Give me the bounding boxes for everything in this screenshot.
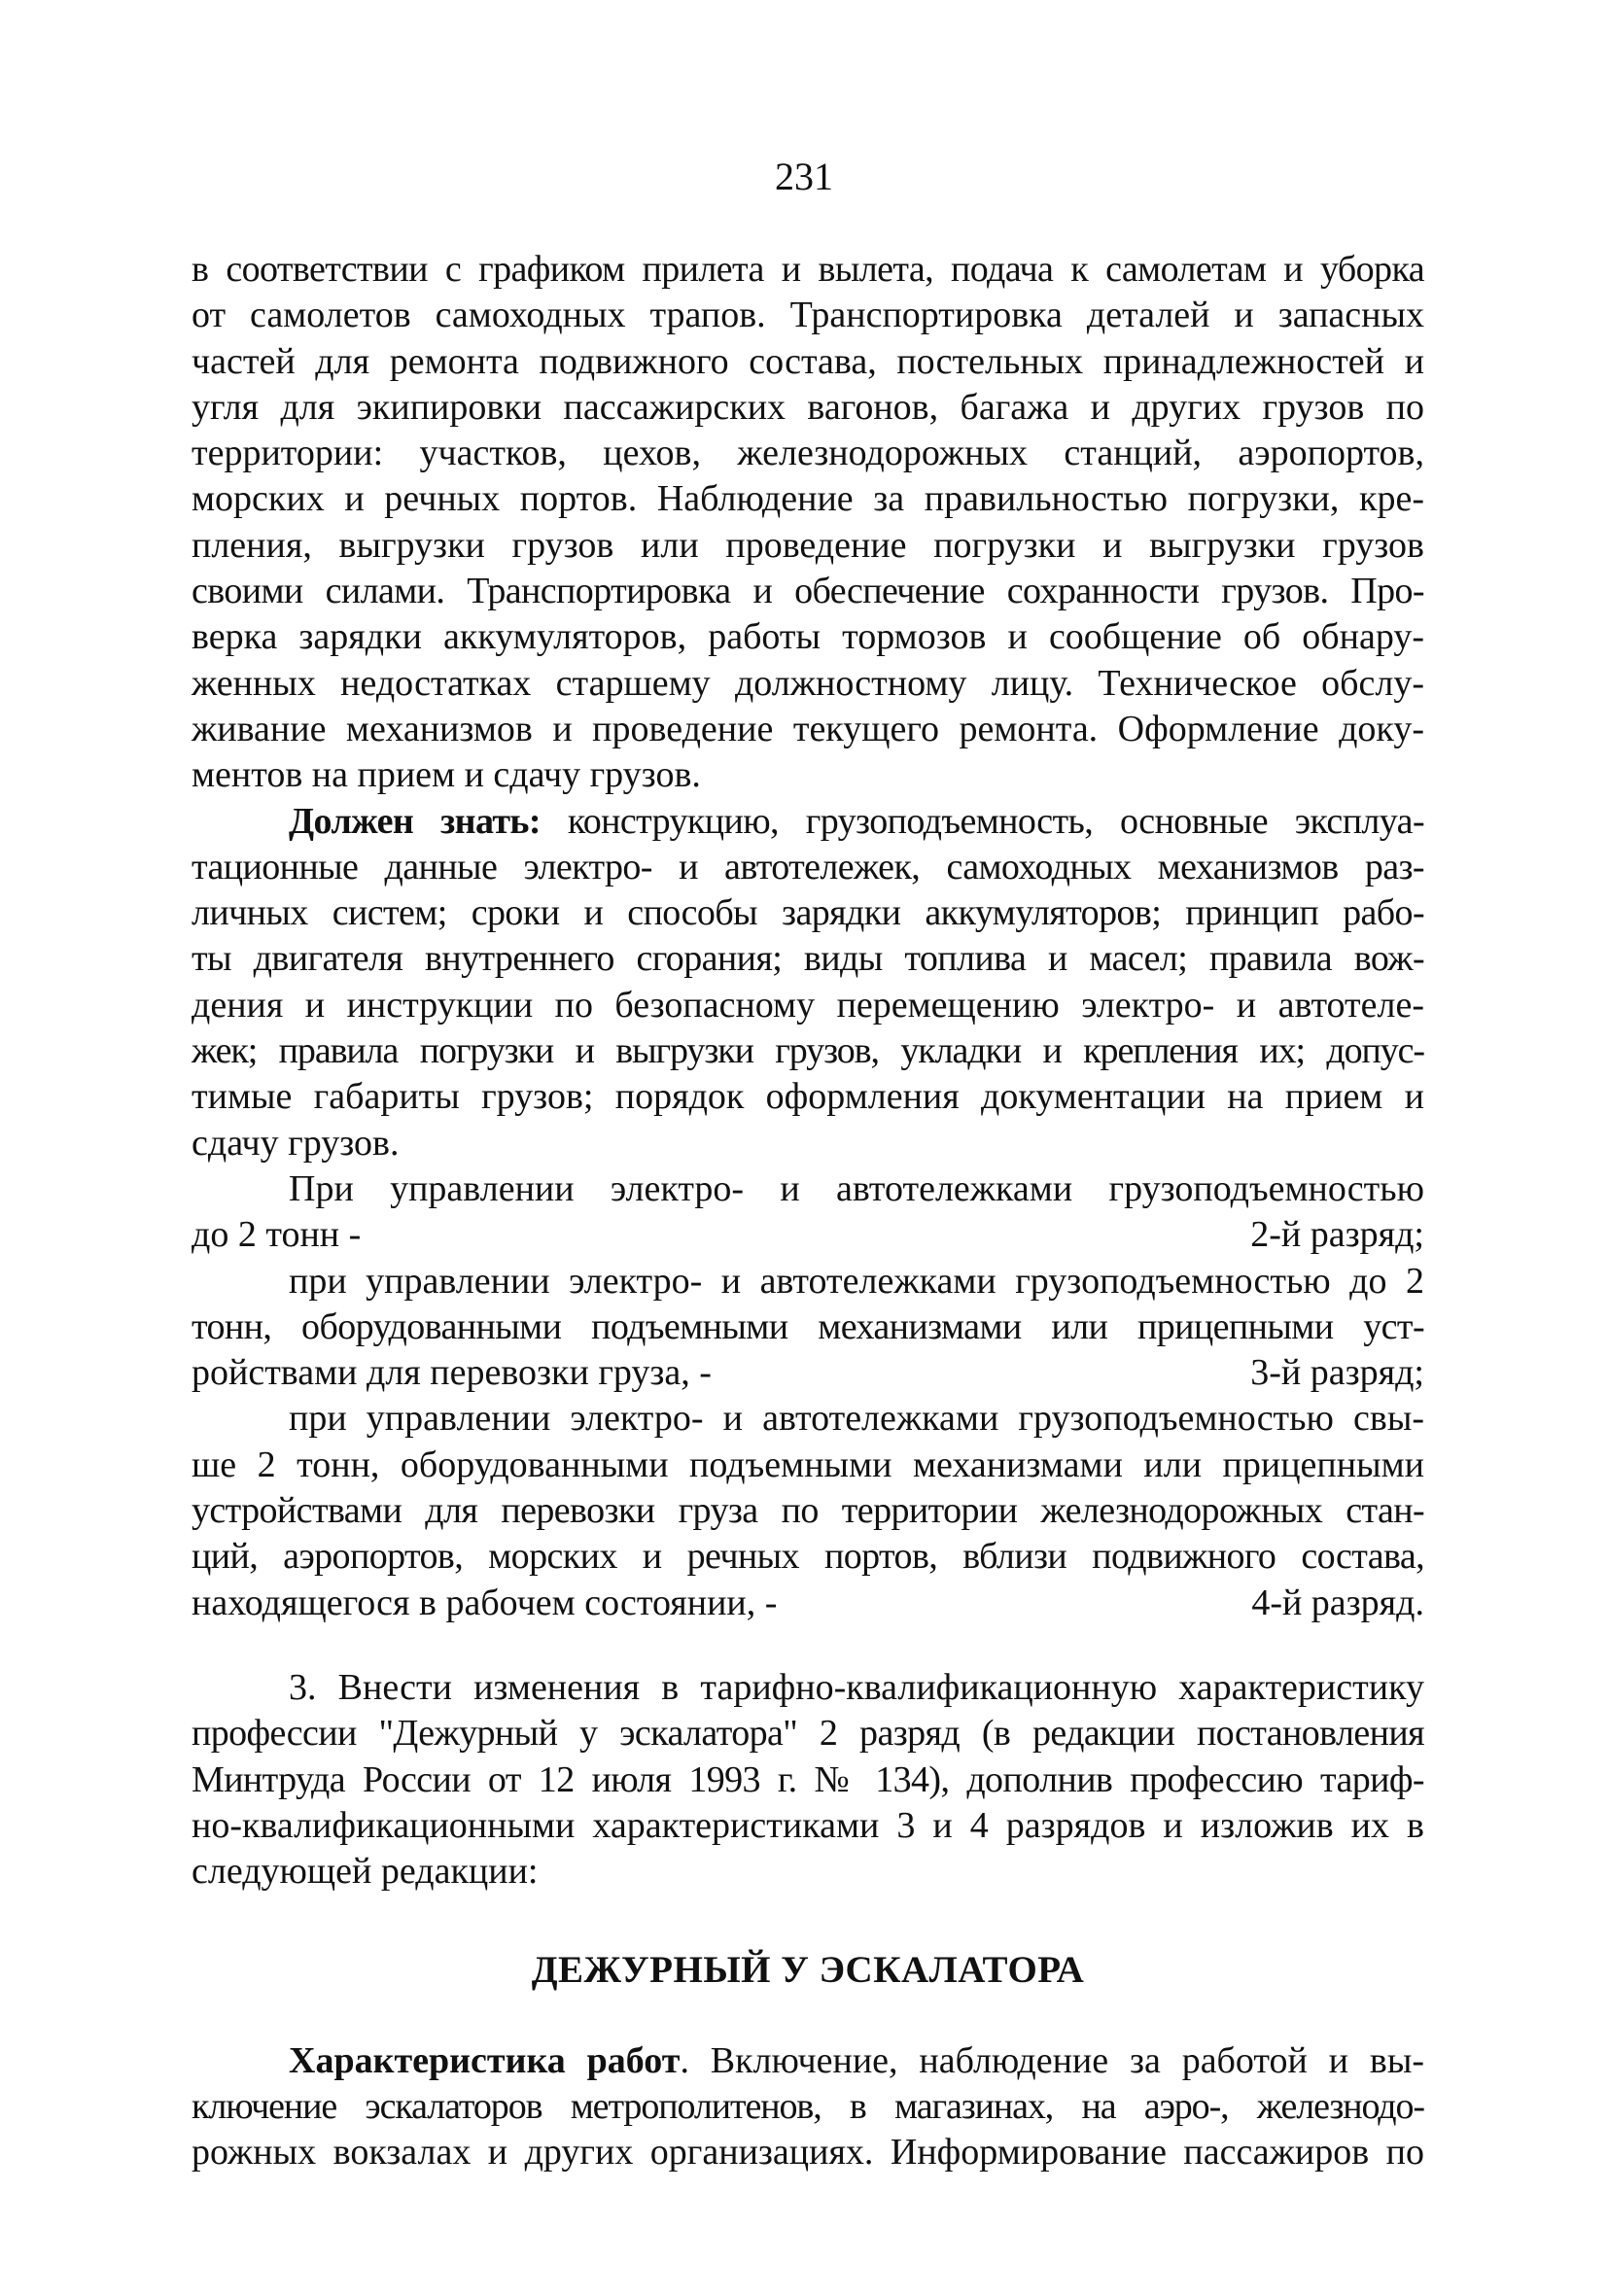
rank-2-grade: 2-й разряд; [1250, 1214, 1424, 1256]
text-line: ключение эскалаторов метрополитенов, в магазинах, на аэро-, железнодо- [192, 2085, 1424, 2127]
text-line: сдачу грузов. [192, 1122, 400, 1164]
text-line: живание механизмов и проведение текущего ремонта. Оформление доку- [192, 708, 1424, 749]
text-run: до 2 тонн - [192, 1214, 362, 1256]
text-line: верка зарядки аккумуляторов, работы тормозов и сообщение об обнару- [192, 616, 1424, 658]
page-number: 231 [775, 155, 833, 198]
spacer [192, 2000, 1424, 2038]
rank-3-line [192, 1350, 1424, 1396]
text-line: при управлении электро- и автотележками грузоподъемностью свы- [289, 1398, 1424, 1440]
text-line: ций, аэропортов, морских и речных портов, вблизи подвижного состава, [192, 1536, 1424, 1578]
text-line [192, 799, 1424, 845]
section-title: ДЕЖУРНЫЙ У ЭСКАЛАТОРА [531, 1948, 1085, 1991]
text-line: тимые габариты грузов; порядок оформления документации на прием и [192, 1076, 1424, 1118]
text-line: ментов на прием и сдачу грузов. [192, 754, 701, 796]
text-line: морских и речных портов. Наблюдение за правильностью погрузки, кре- [192, 478, 1424, 520]
text-line: своими силами. Транспортировка и обеспечение сохранности грузов. Про- [192, 571, 1424, 612]
text-line: рожных вокзалах и других организациях. Информирование пассажиров по [192, 2132, 1424, 2174]
text-line: жек; правила погрузки и выгрузки грузов, укладки и крепления их; допус- [192, 1030, 1424, 1072]
must-know-label: Должен знать: [289, 800, 541, 842]
rank-2-line [192, 1212, 1424, 1258]
text-line: тационные данные электро- и автотележек, самоходных механизмов раз- [192, 846, 1424, 887]
text-line: устройствами для перевозки груза по территории железнодорожных стан- [192, 1490, 1424, 1532]
paragraph-amendment [192, 1665, 1424, 1895]
paragraph-work-characteristics [192, 2038, 1424, 2176]
text-line: ты двигателя внутреннего сгорания; виды топлива и масел; правила вож- [192, 938, 1424, 980]
text-run: . Включение, наблюдение за работой и вы- [680, 2039, 1424, 2081]
paragraph-work-description-continued [192, 247, 1424, 799]
spacer [192, 1895, 1424, 1940]
spacer [192, 1626, 1424, 1665]
text-line: женных недостатках старшему должностному лицу. Техническое обслу- [192, 662, 1424, 704]
rank-4-grade: 4-й разряд. [1251, 1582, 1424, 1623]
work-characteristics-label: Характеристика работ [289, 2039, 681, 2081]
text-line: Минтруда России от 12 июля 1993 г. № 134), дополнив профессию тариф- [192, 1758, 1424, 1800]
text-line: следующей редакции: [192, 1851, 539, 1893]
text-line: но-квалификационными характеристиками 3 и 4 разрядов и изложив их в [192, 1804, 1424, 1846]
text-line: от самолетов самоходных трапов. Транспортировка деталей и запасных [192, 295, 1424, 336]
text-line: дения и инструкции по безопасному перемещению электро- и автотеле- [192, 984, 1424, 1026]
text-line: тонн, оборудованными подъемными механизмами или прицепными уст- [192, 1305, 1424, 1347]
rank-4-line [192, 1581, 1424, 1626]
text-line [192, 2038, 1424, 2084]
text-line: профессии "Дежурный у эскалатора" 2 разряд (в редакции постановления [192, 1713, 1424, 1755]
text-line: 3. Внести изменения в тарифно-квалификационную характеристику [289, 1666, 1424, 1708]
rank-3-grade: 3-й разряд; [1250, 1352, 1424, 1394]
text-line: угля для экипировки пассажирских вагонов, багажа и других грузов по [192, 386, 1424, 428]
text-line: частей для ремонта подвижного состава, постельных принадлежностей и [192, 340, 1424, 382]
text-line: ше 2 тонн, оборудованными подъемными механизмами или прицепными [192, 1444, 1424, 1485]
text-line: личных систем; сроки и способы зарядки аккумуляторов; принцип рабо- [192, 892, 1424, 934]
text-line: при управлении электро- и автотележками грузоподъемностью до 2 [289, 1260, 1424, 1302]
document-body [192, 247, 1424, 2176]
text-run: находящегося в рабочем состоянии, - [192, 1582, 778, 1623]
text-line: пления, выгрузки грузов или проведение погрузки и выгрузки грузов [192, 524, 1424, 566]
rank-conditions [192, 1166, 1424, 1626]
paragraph-must-know [192, 799, 1424, 1166]
text-line: в соответствии с графиком прилета и вылета, подача к самолетам и уборка [192, 249, 1424, 290]
text-run: ройствами для перевозки груза, - [192, 1352, 712, 1394]
text-line: территории: участков, цехов, железнодорожных станций, аэропортов, [192, 433, 1424, 474]
text-run: конструкцию, грузоподъемность, основные эксплуа- [541, 800, 1425, 842]
text-line: При управлении электро- и автотележками грузоподъемностью [289, 1167, 1424, 1209]
